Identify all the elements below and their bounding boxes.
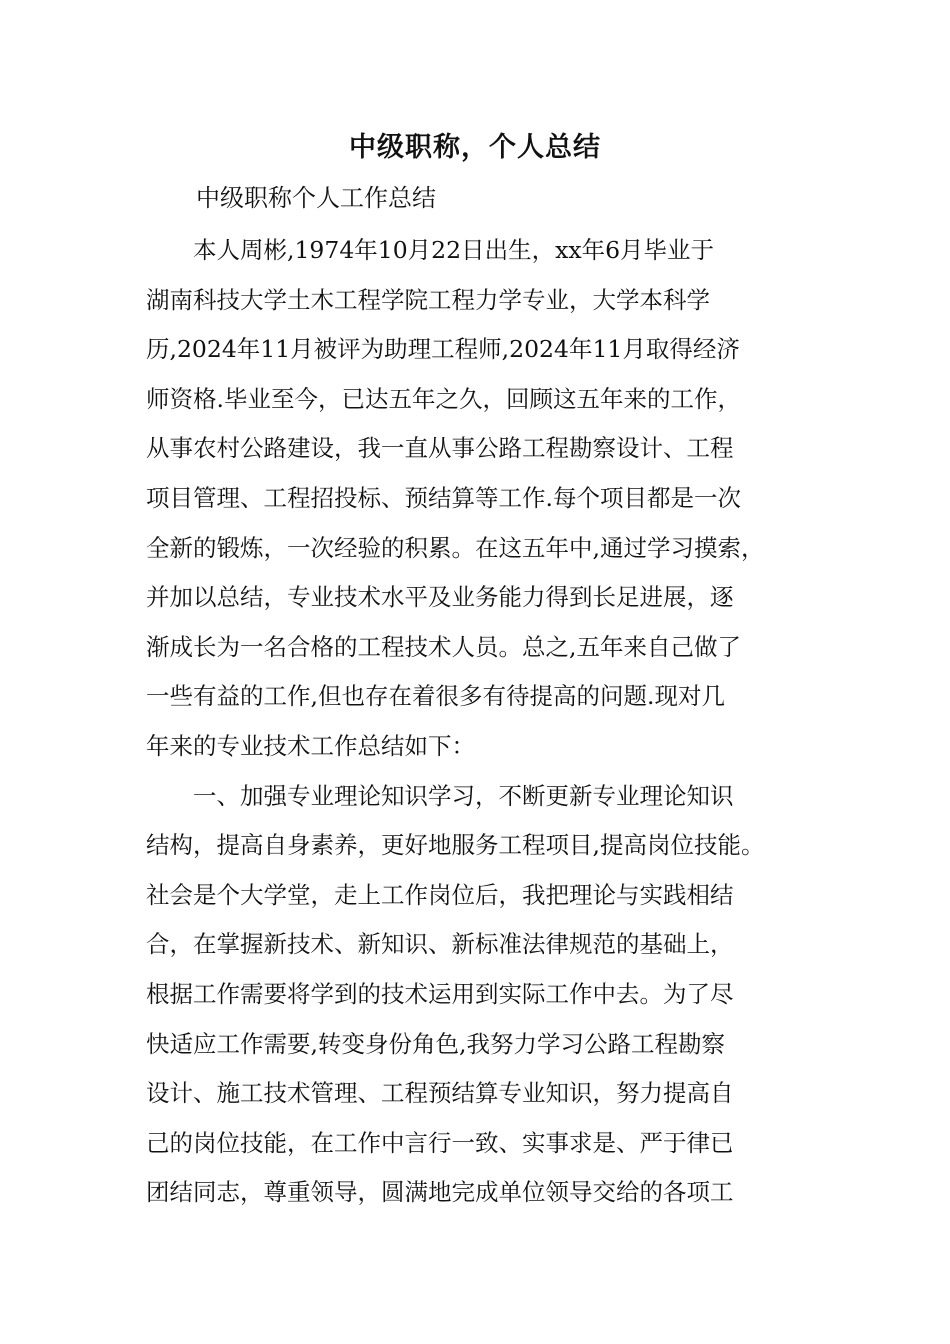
body-line: 团结同志，尊重领导，圆满地完成单位领导交给的各项工	[146, 1178, 734, 1207]
body-line: 一、加强专业理论知识学习，不断更新专业理论知识	[146, 781, 734, 810]
body-line: 合，在掌握新技术、新知识、新标准法律规范的基础上，	[146, 930, 734, 959]
body-line: 从事农村公路建设，我一直从事公路工程勘察设计、工程	[146, 434, 734, 463]
body-line: 湖南科技大学土木工程学院工程力学专业，大学本科学	[146, 285, 710, 314]
body-line: 项目管理、工程招投标、预结算等工作.每个项目都是一次	[146, 483, 741, 512]
body-line: 全新的锻炼，一次经验的积累。在这五年中,通过学习摸索，	[146, 533, 765, 562]
body-line: 己的岗位技能，在工作中言行一致、实事求是、严于律已	[146, 1128, 734, 1157]
document-title: 中级职称，个人总结	[349, 132, 601, 163]
body-line: 快适应工作需要,转变身份角色,我努力学习公路工程勘察	[146, 1029, 725, 1058]
body-line: 一些有益的工作,但也存在着很多有待提高的问题.现对几	[146, 682, 725, 711]
body-line: 本人周彬,1974年10月22日出生，xx年6月毕业于	[146, 236, 715, 264]
body-line: 根据工作需要将学到的技术运用到实际工作中去。为了尽	[146, 979, 734, 1008]
body-line: 并加以总结，专业技术水平及业务能力得到长足进展，逐	[146, 583, 734, 612]
document-body	[146, 226, 826, 1218]
body-line: 年来的专业技术工作总结如下：	[146, 731, 475, 760]
body-line: 师资格.毕业至今，已达五年之久，回顾这五年来的工作，	[146, 384, 741, 413]
body-line: 社会是个大学堂，走上工作岗位后，我把理论与实践相结	[146, 880, 734, 909]
body-line: 历,2024年11月被评为助理工程师,2024年11月取得经济	[146, 335, 740, 364]
document-subtitle: 中级职称个人工作总结	[196, 184, 436, 212]
body-line: 渐成长为一名合格的工程技术人员。总之,五年来自己做了	[146, 632, 741, 661]
body-line: 结构，提高自身素养，更好地服务工程项目,提高岗位技能。	[146, 831, 765, 860]
body-line: 设计、施工技术管理、工程预结算专业知识，努力提高自	[146, 1079, 734, 1108]
